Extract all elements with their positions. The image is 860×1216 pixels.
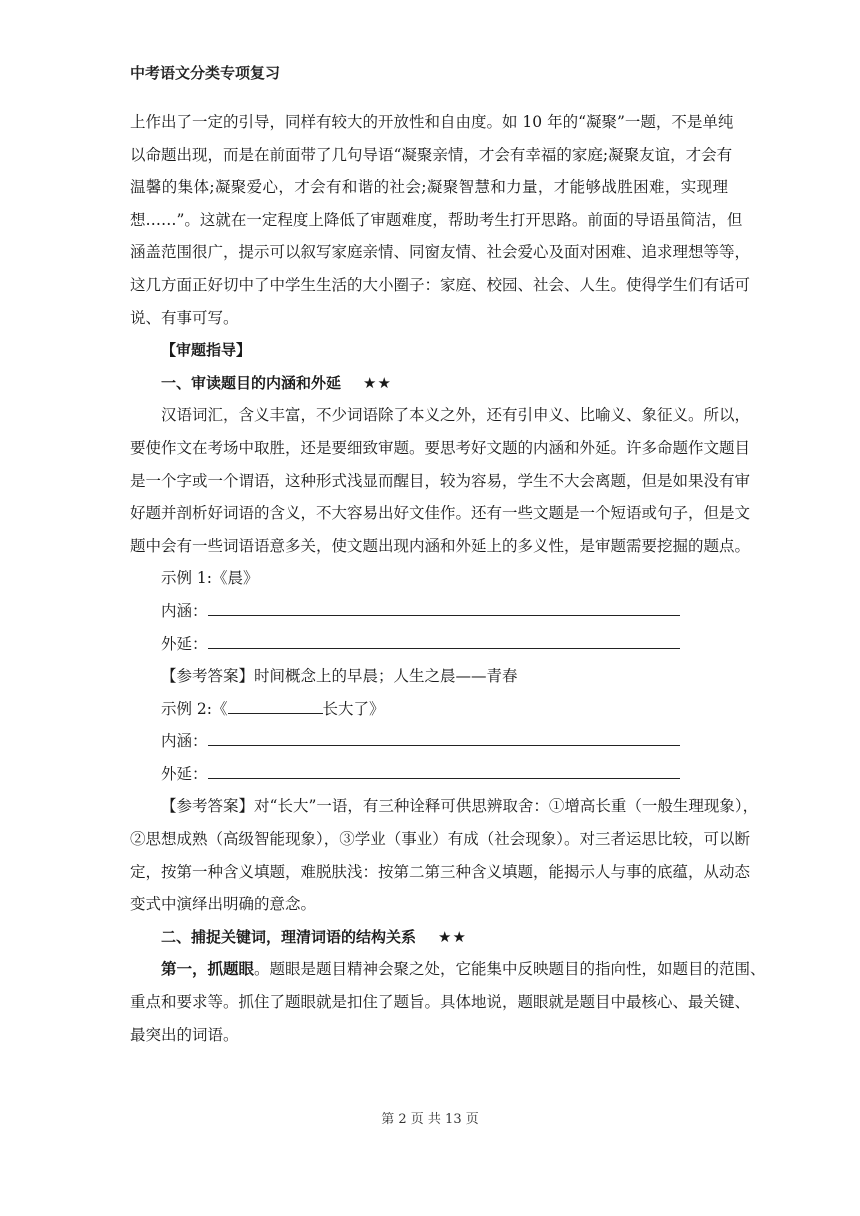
paragraph-line: 重点和要求等。抓住了题眼就是扣住了题旨。具体地说，题眼就是题目中最核心、最关键、 [130, 993, 751, 1012]
intro-line: 想……”。这就在一定程度上降低了审题难度，帮助考生打开思路。前面的导语虽简洁，但 [130, 210, 743, 229]
document-header: 中考语文分类专项复习 [130, 64, 281, 82]
waiyan-blank[interactable] [208, 761, 680, 779]
paragraph-2-cont [130, 986, 751, 1051]
example-2-suffix: 长大了》 [322, 699, 385, 718]
example-2-title [130, 693, 728, 726]
example-2-answer-cont [130, 823, 751, 921]
paragraph-line: 最突出的词语。 [130, 1025, 239, 1044]
answer-label: 【参考答案】 [161, 667, 255, 686]
intro-line: 上作出了一定的引导，同样有较大的开放性和自由度。如 10 年的“凝聚”一题，不是单纯 [130, 113, 734, 131]
paragraph-line: 是一个字或一个谓语，这种形式浅显而醒目，较为容易，学生不大会离题，但是如果没有审 [130, 471, 751, 490]
answer-line: 定，按第一种含义填题，难脱肤浅：按第二第三种含义填题，能揭示人与事的底蕴，从动态 [130, 862, 751, 881]
paragraph-1-cont [130, 432, 751, 562]
intro-line: 涵盖范围很广，提示可以叙写家庭亲情、同窗友情、社会爱心及面对困难、追求理想等等， [130, 243, 751, 262]
answer-text: 时间概念上的早晨；人生之晨——青春 [254, 667, 518, 686]
intro-line: 这几方面正好切中了中学生生活的大小圈子：家庭、校园、社会、人生。使得学生们有话可 [130, 275, 751, 294]
intro-paragraph [130, 106, 751, 334]
example-1-title: 示例 1:《晨》 [161, 569, 259, 588]
example-1-answer [130, 660, 728, 693]
neihan-label: 内涵： [161, 601, 208, 620]
page-body [130, 106, 766, 1051]
paragraph-2 [130, 953, 766, 986]
paragraph-line: 好题并剖析好词语的含义，不大容易出好文佳作。还有一些文题是一个短语或句子，但是文 [130, 504, 751, 523]
waiyan-label: 外延： [161, 764, 208, 783]
waiyan-label: 外延： [161, 634, 208, 653]
page-footer: 第 2 页 共 13 页 [381, 1112, 479, 1127]
heading-1-text: 一、审读题目的内涵和外延 [161, 373, 342, 392]
waiyan-blank[interactable] [208, 631, 680, 649]
heading-1 [130, 367, 728, 400]
intro-line: 以命题出现，而是在前面带了几句导语“凝聚亲情，才会有幸福的家庭;凝聚友谊，才会有 [130, 145, 733, 164]
example-2-prefix: 示例 2:《 [161, 699, 228, 718]
paragraph-line: 要使作文在考场中取胜，还是要细致审题。要思考好文题的内涵和外延。许多命题作文题目 [130, 438, 751, 457]
answer-line: ②思想成熟（高级智能现象），③学业（事业）有成（社会现象）。对三者运思比较，可以断 [130, 830, 751, 849]
star-rating: ★★ [438, 927, 467, 946]
intro-line: 说、有事可写。 [130, 308, 239, 327]
answer-text: 对“长大”一语，有三种诠释可供思辨取舍：①增高长重（一般生理现象）， [254, 797, 759, 816]
paragraph-line: 汉语词汇，含义丰富，不少词语除了本义之外，还有引申义、比喻义、象征义。所以， [161, 406, 751, 425]
paragraph-1 [130, 399, 751, 432]
answer-label: 【参考答案】 [161, 797, 255, 816]
paragraph-line: 题中会有一些词语语意多关，使文题出现内涵和外延上的多义性，是审题需要挖掘的题点。 [130, 536, 751, 555]
bold-lead: 第一，抓题眼 [161, 960, 255, 979]
example-2-neihan-row [130, 725, 728, 758]
example-2-answer [130, 790, 759, 823]
star-rating: ★★ [363, 373, 392, 392]
paragraph-line [161, 953, 766, 986]
example-1-neihan-row [130, 595, 728, 628]
section-title: 【审题指导】 [161, 341, 252, 360]
paragraph-line-text: 。题眼是题目精神会聚之处，它能集中反映题目的指向性，如题目的范围、 [254, 960, 766, 979]
intro-line: 温馨的集体;凝聚爱心，才会有和谐的社会;凝聚智慧和力量，才能够战胜困难，实现理 [130, 178, 728, 197]
heading-2-text: 二、捕捉关键词，理清词语的结构关系 [161, 927, 417, 946]
example-1-waiyan-row [130, 628, 728, 661]
neihan-blank[interactable] [208, 598, 680, 616]
neihan-blank[interactable] [208, 728, 680, 746]
title-blank[interactable] [228, 696, 323, 714]
answer-line: 变式中演绎出明确的意念。 [130, 895, 317, 914]
example-2-waiyan-row [130, 758, 728, 791]
neihan-label: 内涵： [161, 732, 208, 751]
heading-2 [130, 921, 728, 954]
answer-line [161, 790, 759, 823]
